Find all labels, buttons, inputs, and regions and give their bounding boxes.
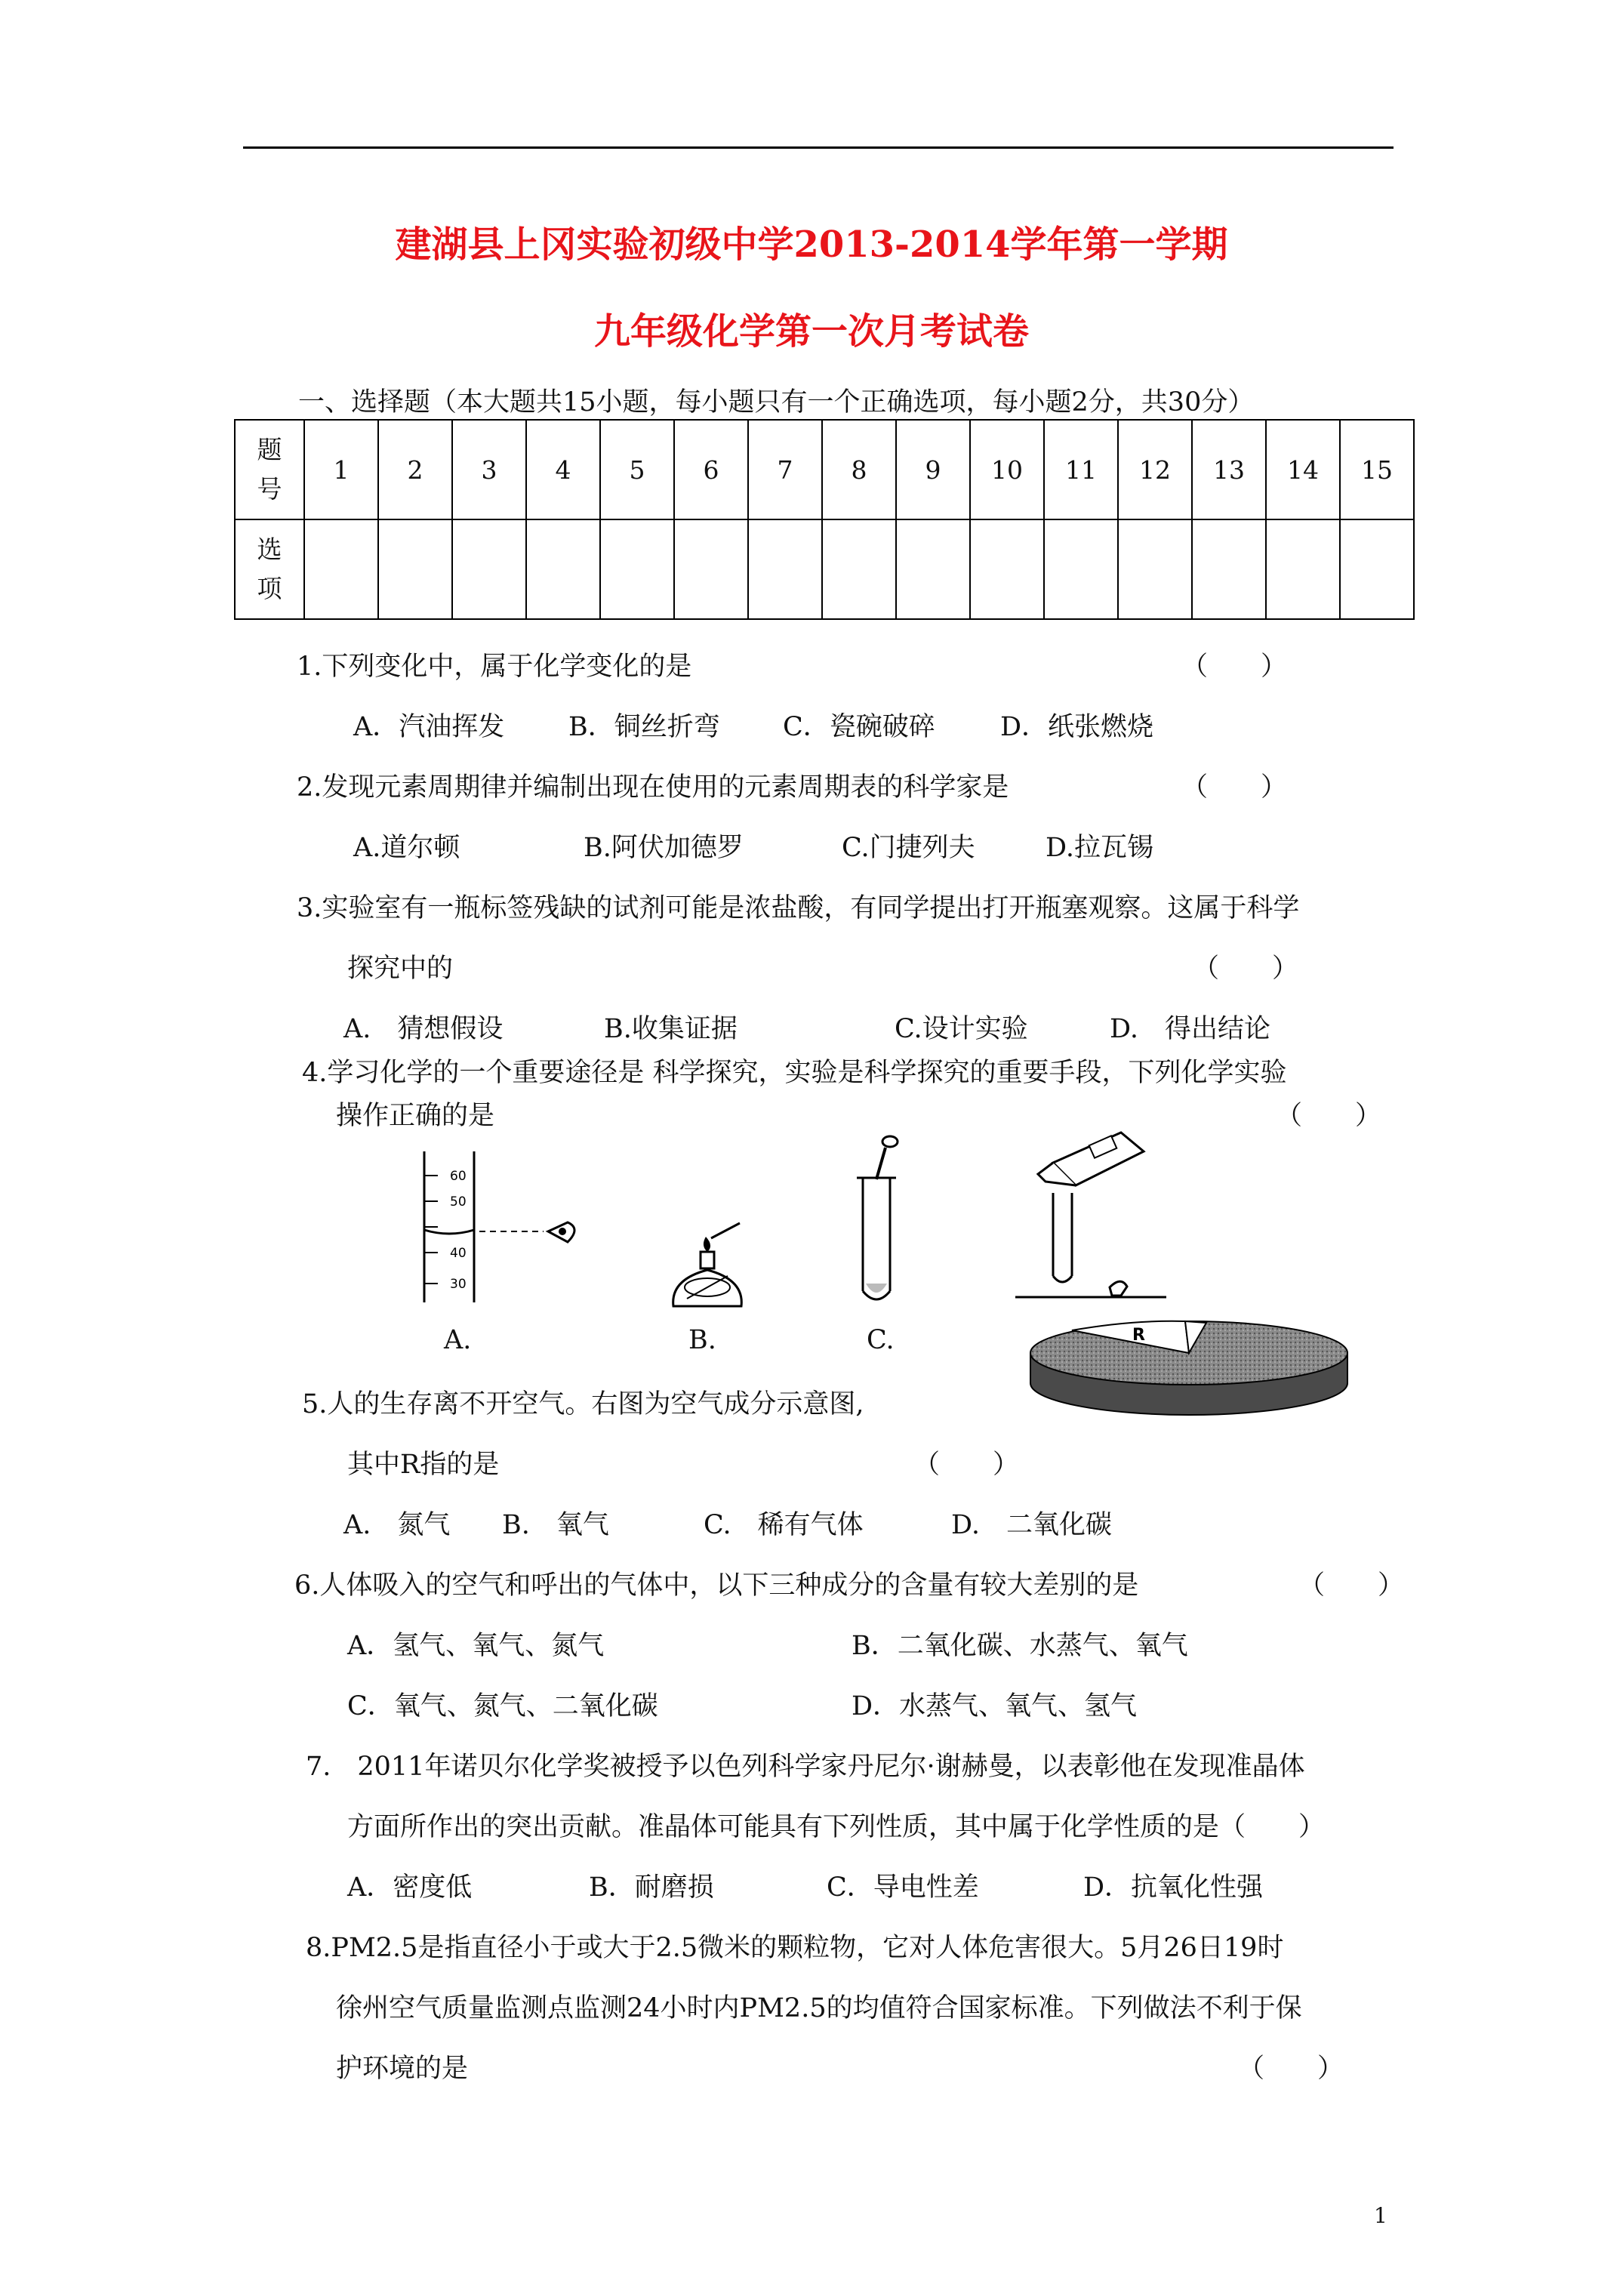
question-8-stem-line1: 8.PM2.5是指直径小于或大于2.5微米的颗粒物，它对人体危害很大。5月26日19时 bbox=[306, 1933, 1284, 1963]
question-7-option-d: D．抗氧化性强 bbox=[1083, 1872, 1264, 1903]
answer-table-number: 9 bbox=[896, 420, 970, 519]
figure-label-b: B. bbox=[688, 1325, 716, 1355]
answer-table-number: 11 bbox=[1044, 420, 1118, 519]
question-6-option-b: B．二氧化碳、水蒸气、氧气 bbox=[852, 1631, 1188, 1661]
question-7-option-c: C．导电性差 bbox=[827, 1872, 979, 1903]
answer-cell[interactable] bbox=[748, 519, 822, 619]
figure-label-a: A. bbox=[444, 1325, 472, 1355]
answer-cell[interactable] bbox=[674, 519, 748, 619]
question-3-option-c: C.设计实验 bbox=[895, 1014, 1028, 1044]
question-1-option-a: A．汽油挥发 bbox=[353, 712, 505, 742]
question-2-stem: 2.发现元素周期律并编制出现在使用的元素周期表的科学家是 bbox=[297, 772, 1009, 803]
eye-icon bbox=[548, 1222, 574, 1242]
answer-cell[interactable] bbox=[1340, 519, 1414, 619]
answer-table-number: 1 bbox=[304, 420, 378, 519]
question-5-answer-paren: （ ） bbox=[913, 1450, 1020, 1480]
answer-cell[interactable] bbox=[970, 519, 1044, 619]
answer-table-number: 3 bbox=[452, 420, 526, 519]
section-heading: 一、选择题（本大题共15小题，每小题只有一个正确选项，每小题2分，共30分） bbox=[298, 387, 1255, 418]
dropper-test-tube-figure bbox=[842, 1133, 932, 1314]
answer-table-number: 15 bbox=[1340, 420, 1414, 519]
answer-cell[interactable] bbox=[526, 519, 600, 619]
answer-table bbox=[234, 419, 1415, 620]
question-8-stem-line3: 护环境的是 bbox=[336, 2054, 469, 2084]
question-7-option-b: B．耐磨损 bbox=[589, 1872, 714, 1903]
question-6-answer-paren: （ ） bbox=[1298, 1570, 1405, 1601]
question-5-stem-line2: 其中R指的是 bbox=[347, 1450, 500, 1480]
answer-table-header-number: 题号 bbox=[235, 420, 304, 519]
cylinder-tick: 60 bbox=[450, 1169, 467, 1184]
question-5-option-d: D. 二氧化碳 bbox=[951, 1510, 1112, 1540]
cylinder-reading-figure bbox=[408, 1144, 596, 1306]
alcohol-lamp-figure bbox=[664, 1216, 755, 1314]
exam-subtitle: 九年级化学第一次月考试卷 bbox=[593, 310, 1029, 353]
question-5-option-c: C. 稀有气体 bbox=[704, 1510, 864, 1540]
question-6-option-c: C．氧气、氮气、二氧化碳 bbox=[347, 1691, 658, 1721]
answer-cell[interactable] bbox=[822, 519, 896, 619]
answer-table-number: 6 bbox=[674, 420, 748, 519]
question-8-stem-line2: 徐州空气质量监测点监测24小时内PM2.5的均值符合国家标准。下列做法不利于保 bbox=[336, 1993, 1302, 2023]
header-rule bbox=[243, 146, 1394, 149]
question-2-option-b: B.阿伏加德罗 bbox=[584, 833, 744, 863]
question-6-option-a: A．氢气、氧气、氮气 bbox=[347, 1631, 605, 1661]
question-4-answer-paren: （ ） bbox=[1276, 1101, 1382, 1131]
question-3-answer-paren: （ ） bbox=[1193, 954, 1299, 984]
answer-table-number: 2 bbox=[378, 420, 452, 519]
answer-table-number: 14 bbox=[1266, 420, 1340, 519]
answer-cell[interactable] bbox=[1266, 519, 1340, 619]
pie-label-r: R bbox=[1132, 1326, 1145, 1345]
exam-title: 建湖县上冈实验初级中学2013-2014学年第一学期 bbox=[395, 223, 1228, 266]
question-6-stem: 6.人体吸入的空气和呼出的气体中，以下三种成分的含量有较大差别的是 bbox=[294, 1570, 1139, 1601]
question-2-answer-paren: （ ） bbox=[1181, 772, 1288, 803]
answer-cell[interactable] bbox=[378, 519, 452, 619]
question-1-option-d: D．纸张燃烧 bbox=[1000, 712, 1154, 742]
pouring-liquid-figure bbox=[1015, 1117, 1189, 1306]
answer-table-number: 4 bbox=[526, 420, 600, 519]
question-2-option-d: D.拉瓦锡 bbox=[1046, 833, 1153, 863]
answer-table-number: 13 bbox=[1192, 420, 1266, 519]
answer-table-number: 7 bbox=[748, 420, 822, 519]
answer-cell[interactable] bbox=[1192, 519, 1266, 619]
question-7-option-a: A．密度低 bbox=[347, 1872, 473, 1903]
question-3-option-a: A. 猜想假设 bbox=[343, 1014, 504, 1044]
page-number: 1 bbox=[1374, 2203, 1387, 2228]
question-5-option-b: B. 氧气 bbox=[502, 1510, 609, 1540]
question-1-option-b: B．铜丝折弯 bbox=[568, 712, 720, 742]
question-3-option-d: D. 得出结论 bbox=[1110, 1014, 1270, 1044]
question-1-answer-paren: （ ） bbox=[1181, 652, 1288, 682]
cylinder-tick: 50 bbox=[450, 1194, 467, 1210]
question-4-stem-line2: 操作正确的是 bbox=[336, 1101, 495, 1131]
answer-table-number: 12 bbox=[1118, 420, 1192, 519]
answer-table-number: 8 bbox=[822, 420, 896, 519]
answer-cell[interactable] bbox=[896, 519, 970, 619]
question-5-stem-line1: 5.人的生存离不开空气。右图为空气成分示意图, bbox=[302, 1389, 864, 1419]
question-5-option-a: A. 氮气 bbox=[343, 1510, 451, 1540]
air-composition-figure bbox=[1027, 1314, 1351, 1423]
question-2-option-a: A.道尔顿 bbox=[353, 833, 460, 863]
answer-cell[interactable] bbox=[304, 519, 378, 619]
question-7-stem-line1: 7. 2011年诺贝尔化学奖被授予以色列科学家丹尼尔·谢赫曼，以表彰他在发现准晶体 bbox=[306, 1752, 1305, 1782]
question-3-option-b: B.收集证据 bbox=[604, 1014, 738, 1044]
question-1-stem: 1.下列变化中，属于化学变化的是 bbox=[297, 652, 692, 682]
answer-table-number: 5 bbox=[600, 420, 674, 519]
question-8-answer-paren: （ ） bbox=[1238, 2054, 1344, 2084]
question-7-stem-line2: 方面所作出的突出贡献。准晶体可能具有下列性质，其中属于化学性质的是（ ） bbox=[347, 1812, 1326, 1842]
question-1-option-c: C．瓷碗破碎 bbox=[783, 712, 935, 742]
answer-cell[interactable] bbox=[1118, 519, 1192, 619]
question-2-option-c: C.门捷列夫 bbox=[842, 833, 975, 863]
question-4-stem-line1: 4.学习化学的一个重要途径是 科学探究，实验是科学探究的重要手段，下列化学实验 bbox=[302, 1058, 1287, 1088]
cylinder-tick: 40 bbox=[450, 1246, 467, 1261]
question-3-stem-line2: 探究中的 bbox=[347, 954, 454, 984]
answer-cell[interactable] bbox=[452, 519, 526, 619]
cylinder-tick: 30 bbox=[450, 1277, 467, 1292]
answer-cell[interactable] bbox=[1044, 519, 1118, 619]
answer-cell[interactable] bbox=[600, 519, 674, 619]
question-6-option-d: D．水蒸气、氧气、氢气 bbox=[852, 1691, 1138, 1721]
question-3-stem-line1: 3.实验室有一瓶标签残缺的试剂可能是浓盐酸，有同学提出打开瓶塞观察。这属于科学 bbox=[297, 893, 1300, 923]
figure-label-c: C. bbox=[867, 1325, 895, 1355]
answer-table-header-option: 选项 bbox=[235, 519, 304, 619]
answer-table-number: 10 bbox=[970, 420, 1044, 519]
